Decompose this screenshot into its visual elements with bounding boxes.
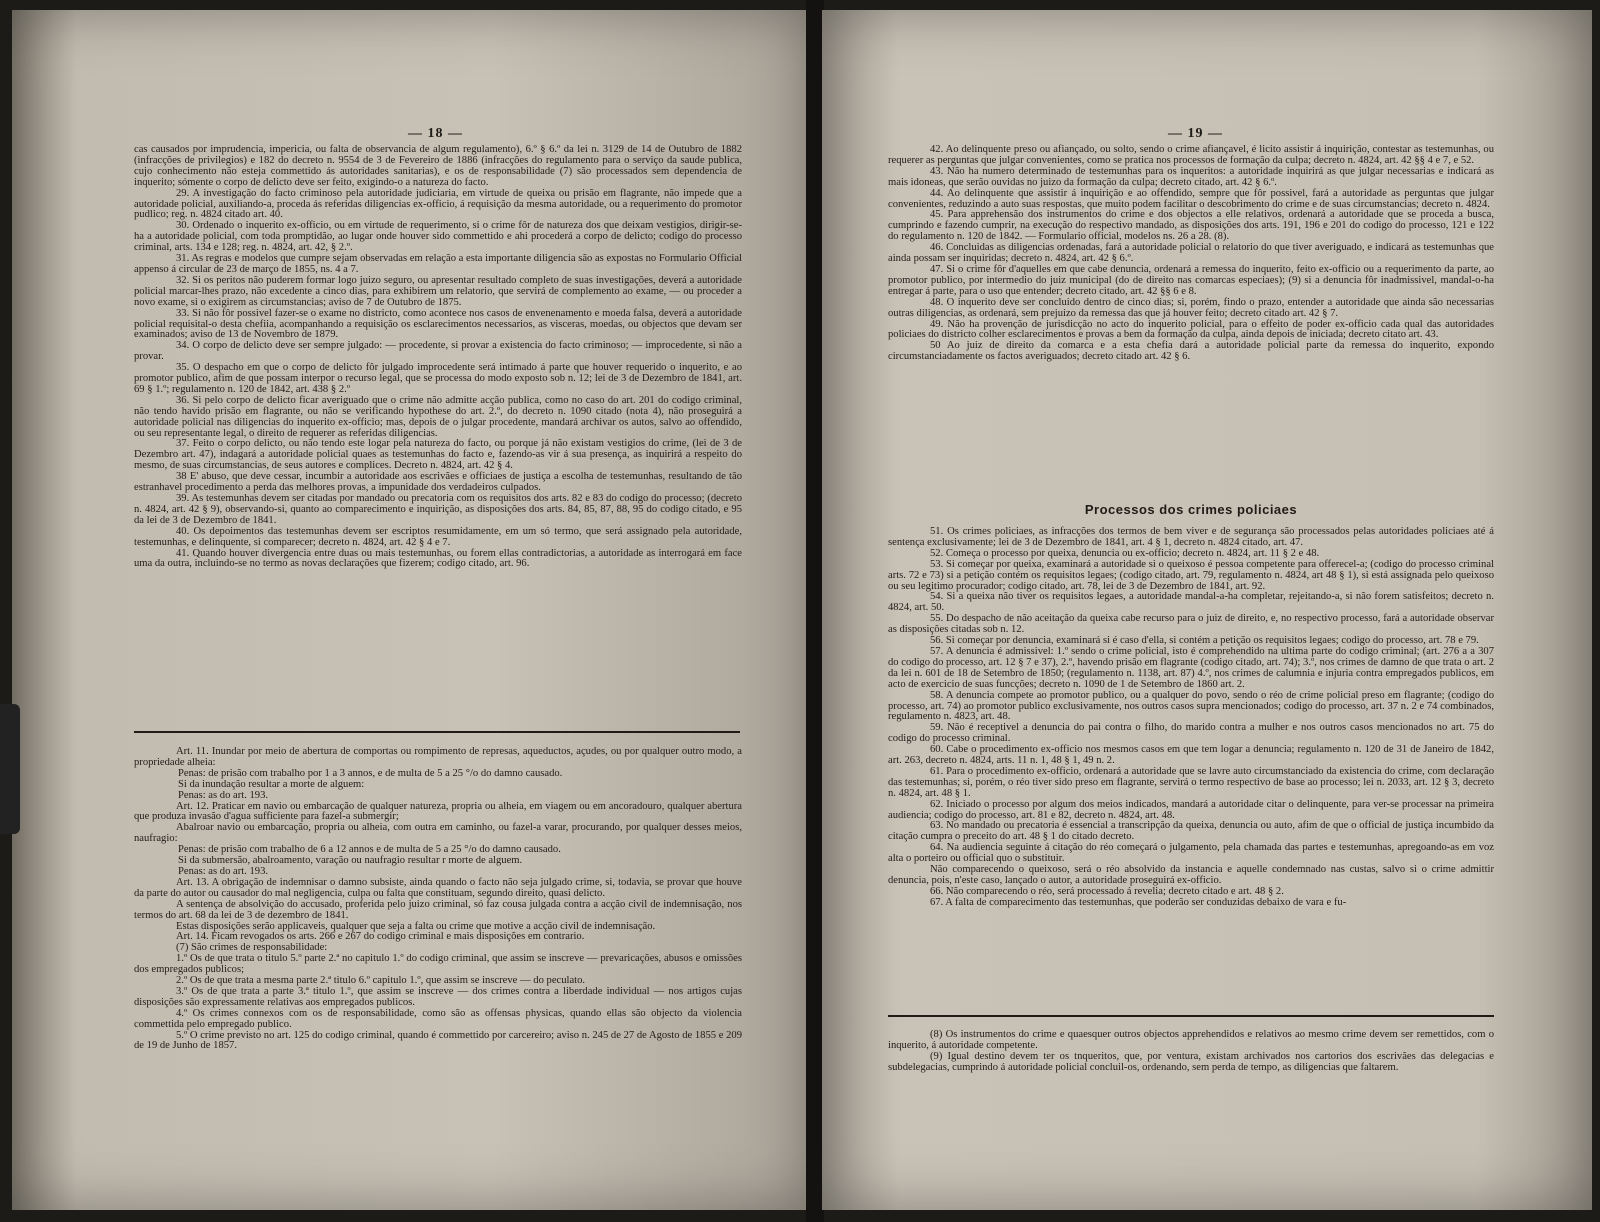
section-heading: Processos dos crimes policiaes bbox=[1084, 502, 1298, 517]
paragraph: 48. O inquerito deve ser concluido dentro de cinco dias; si, porém, findo o prazo, entender a autoridade que ainda são necessarias outras diligencias, as ordenará, sem prejuizo da remessa das que já houver feito; decreto citado art. 42 § 7. bbox=[888, 296, 1494, 319]
paragraph: 40. Os depoimentos das testemunhas devem ser escriptos resumidamente, em um só termo, que será assignado pela autoridade, testemunhas, e delinquente, si comparecer; decreto n. 4824, art. 42 § 4 e 7. bbox=[134, 525, 742, 548]
paragraph: 51. Os crimes policiaes, as infracções dos termos de bem viver e de segurança são processados pelas autoridades policiaes até á sentença exclusivamente; lei de 3 de Dezembro de 1841, art. 4 § 1, decreto n. 4824 citado, art. 47. bbox=[888, 526, 1494, 548]
paragraph: 50 Ao juiz de direito da comarca e a esta chefia dará a autoridade policial parte da remessa do inquerito, expondo circumstanciadamente os factos averiguados; decreto citado art. 42 § 6. bbox=[888, 340, 1494, 363]
paragraph: 35. O despacho em que o corpo de delicto fôr julgado improcedente será intimado á parte que houver requerido o inquerito, e ao promotor publico, afim de que possam interpor o recurso legal, que se processa do modo exposto sob n. 12; lei de 3 de Dezembro de 1841, art. 69 § 1.º; regulamento n. 120 de 1842, art. 438 § 2.º bbox=[134, 362, 742, 395]
footnote-line: Penas: de prisão com trabalho por 1 a 3 annos, e de multa de 5 a 25 °/o do damno causado. bbox=[178, 767, 563, 779]
footnote-line: (9) Igual destino devem ter os tnqueritos, que, por ventura, existam archivados nos cartorios dos escrivães das delegacias e subdelegacias, cumprindo á autoridade policial concluil-os, ordenando, sem perda de tempo, as diligencias que faltarem. bbox=[888, 1050, 1494, 1073]
footnote-line: (7) São crimes de responsabilidade: bbox=[176, 942, 328, 954]
paragraph: 42. Ao delinquente preso ou afiançado, ou solto, sendo o crime afiançavel, é licito assistir á inquirição, contestar as testemunhas, ou requerer as perguntas que julgar convenientes, como se pratica nos processos de formação da culpa; decreto n. 4824, art. 42 §§ 4 e 7, e 52. bbox=[888, 144, 1494, 166]
paragraph: 41. Quando houver divergencia entre duas ou mais testemunhas, ou forem ellas contradictorias, a autoridade as interrogará em face uma da outra, incluindo-se no termo as novas declarações que fizerem; codigo citado, art. 96. bbox=[134, 547, 742, 570]
footnote-line: 3.º Os de que trata a parte 3.ª titulo 1.º, que assim se inscreve — dos crimes contra a liberdade individual — nos artigos cujas disposições são expressamente relativas aos empregados publicos. bbox=[134, 985, 742, 1008]
paragraph: 61. Para o procedimento ex-officio, ordenará a autoridade que se lavre auto circumstanciado da existencia do crime, com declaração das testemunhas; si, porém, o réo tiver sido preso em flagrante, servirá o termo respectivo de base ao processo; lei n. 2033, art. 12 § 3, decreto n. 4824, art. 48 § 1. bbox=[888, 765, 1494, 799]
paragraph: 64. Na audiencia seguinte á citação do réo começará o julgamento, pela chamada das partes e testemunhas, apregoando-as em voz alta o porteiro ou official quo o substituir. bbox=[888, 842, 1494, 865]
paragraph: 67. A falta de comparecimento das testemunhas, que poderão ser conduzidas debaixo de vara e fu- bbox=[930, 896, 1347, 908]
footnote-line: (8) Os instrumentos do crime e quaesquer outros objectos apprehendidos e relativos ao mesmo crime devem ser remettidos, com o inquerito, á autoridade competente. bbox=[888, 1029, 1494, 1051]
paragraph: 37. Feito o corpo delicto, ou não tendo este logar pela natureza do facto, ou porque já não existam vestigios do crime, (lei de 3 de Dezembro art. 47), indagará a autoridade policial quaes as testemunhas do facto e, fazendo-as vir á sua presença, as inquirirá a respeito do mesmo, de suas circumstancias, de seus autores e complices. Decreto n. 4824, art. 42 § 4. bbox=[134, 438, 742, 472]
right-footnote-text bbox=[888, 1030, 1494, 1074]
paragraph: 45. Para apprehensão dos instrumentos do crime e dos objectos a elle relativos, ordenará a autoridade que se proceda a busca, cumprindo e fazendo cumprir, na execução do respectivo mandado, as disposições dos arts. 191, 196 e 201 do codigo do processo, 121 e 122 do regulamento n. 120 de 1842. — Formulario official, modelos ns. 26 a 28. (8). bbox=[888, 209, 1494, 243]
footnote-line: Art. 13. A obrigação de indemnisar o damno subsiste, ainda quando o facto não seja julgado crime, si, todavia, se provar que houve da parte do autor ou causador do mal negligencia, culpa ou falta que constituam, segundo direito, quasi delicto. bbox=[134, 876, 742, 899]
paragraph: 38 E' abuso, que deve cessar, incumbir a autoridade aos escrivães e officiaes de justiça a escolha de testemunhas, resultando de tão estranhavel procedimento a perda das melhores provas, a impunidade dos verdadeiros culpados. bbox=[134, 471, 742, 494]
page-number: — 18 — bbox=[408, 126, 463, 141]
page-number: — 19 — bbox=[1168, 126, 1223, 141]
footnote-line: A sentença de absolvição do accusado, proferida pelo juizo criminal, só faz cousa julgada contra a acção civil de indemnisação, nos termos do art. 68 da lei de 3 de dezembro de 1841. bbox=[134, 898, 742, 921]
paragraph: 59. Não é receptivel a denuncia do pai contra o filho, do marido contra a mulher e nos outros casos mencionados no art. 75 do codigo do processo criminal. bbox=[888, 722, 1494, 745]
paragraph: 34. O corpo de delicto deve ser sempre julgado: — procedente, si provar a existencia do facto criminoso; — improcedente, si não a provar. bbox=[134, 340, 742, 363]
paragraph: 63. No mandado ou precatoria é essencial a transcripção da queixa, denuncia ou auto, afim de que o official de justiça incumbido da citação cumpra o preceito do art. 48 § 1 do citado decreto. bbox=[888, 820, 1494, 843]
paragraph: 46. Concluidas as diligencias ordenadas, fará a autoridade policial o relatorio do que tiver averiguado, e indicará as testemunhas que ainda possam ser inquiridas; decreto n. 4824, art. 42 § 6.º. bbox=[888, 242, 1494, 265]
right-body-text bbox=[888, 145, 1494, 363]
footnote-line: Art. 14. Ficam revogados os arts. 266 e 267 do codigo criminal e mais disposições em contrario. bbox=[176, 931, 585, 943]
footnote-line: 5.º O crime previsto no art. 125 do codigo criminal, quando é commettido por carcereiro; aviso n. 245 de 27 de Agosto de 1855 e 209 de 19 de Junho de 1857. bbox=[134, 1029, 742, 1052]
footnote-line: 4.º Os crimes connexos com os de responsabilidade, como são as offensas physicas, quando ellas são objecto da violencia commettida pelo empregado publico. bbox=[134, 1007, 742, 1030]
paragraph: 39. As testemunhas devem ser citadas por mandado ou precatoria com os requisitos dos arts. 82 e 83 do codigo do processo; (decreto n. 4824, art. 42 § 9), observando-si, quanto ao comparecimento e inquirição, as disposições dos arts. 84, 85, 87, 88, 95 do codigo citado, e 95 da lei de 3 de Dezembro de 1841. bbox=[134, 493, 742, 526]
paragraph: 29. A investigação do facto criminoso pela autoridade judiciaria, em virtude de queixa ou prisão em flagrante, não impede que a autoridade policial, auxiliando-a, proceda ás referidas diligencias ex-officio, á requisição da mesma autoridade, ou a requerimento do promotor pudlico; reg. n. 4824 citado art. 40. bbox=[134, 187, 742, 221]
paragraph: 44. Ao delinquente que assistir á inquirição e ao offendido, sempre que fôr possivel, fará a autoridade as perguntas que julgar convenientes, reduzindo a auto suas respostas, que muito podem facilitar o descobrimento do crime e de suas circumstancias; decreto n. 4824. bbox=[888, 187, 1494, 210]
paragraph: 56. Si começar por denuncia, examinará si é caso d'ella, si contém a petição os requisitos legaes; codigo do processo, art. 78 e 79. bbox=[930, 635, 1479, 647]
footnote-line: 1.º Os de que trata o titulo 5.º parte 2.ª no capitulo 1.º do codigo criminal, que assim se inscreve — prevaricações, abusos e omissões dos empregados publicos; bbox=[134, 953, 742, 976]
paragraph: 66. Não comparecendo o réo, será processado á revelia; decreto citado e art. 48 § 2. bbox=[930, 885, 1284, 897]
paragraph: 53. Si começar por queixa, examinará a autoridade si o queixoso é pessoa competente para offerecel-a; (codigo do processo criminal arts. 72 e 73) si a petição contém os requisitos legaes; (codigo citado, art. 79, regulamento n. 4824, art 48 § 1), si está assignada pelo queixoso ou seu legitimo procurador; codigo citado, art. 78, lei de 3 de Dezembro de 1841, art. 92. bbox=[888, 558, 1494, 592]
footnote-line: Penas: as do art. 193. bbox=[178, 789, 269, 801]
binding-clip bbox=[0, 704, 20, 834]
right-section-text bbox=[888, 527, 1494, 909]
paragraph: 62. Iniciado o processo por algum dos meios indicados, mandará a autoridade citar o delinquente, para ver-se processar na primeira audiencia; codigo do processo, art. 81 e 82, decreto n. 4824, art. 48. bbox=[888, 798, 1494, 821]
paragraph: 52. Começa o processo por queixa, denuncia ou ex-officio; decreto n. 4824, art. 11 § 2 e 48. bbox=[930, 547, 1320, 559]
footnote-line: Art. 11. Inundar por meio de abertura de comportas ou rompimento de represas, aqueductos, açudes, ou por qualquer outro modo, a propriedade alheia: bbox=[134, 746, 742, 768]
paragraph: 57. A denuncia é admissivel: 1.º sendo o crime policial, isto é comprehendido na ultima parte do codigo criminal; (art. 276 a a 307 do codigo do processo, art. 12 § 7 e 37), 2.º, havendo prisão em flagrante (codigo citado, art. 74); 3.º, nos crimes de damno de que trata o art. 2 da lei n. 601 de 18 de Setembro de 1850; (regulamento n. 1138, art. 87) 4.º, nos crimes de calumnia e injuria contra empregados publicos, em acto de exercicio de suas funcções; decreto n. 1090 de 1 de Setembro de 1860 art. 2. bbox=[888, 645, 1494, 690]
paragraph: 60. Cabe o procedimento ex-officio nos mesmos casos em que tem logar a denuncia; regulamento n. 120 de 31 de Janeiro de 1842, art. 263, decreto n. 4824, arts. 11 n. 1, 48 § 1, 49 n. 2. bbox=[888, 744, 1494, 767]
left-page bbox=[12, 10, 814, 1210]
paragraph: 54. Si a queixa não tiver os requisitos legaes, a autoridade mandal-a-ha completar, rejeitando-a, si não forem satisfeitos; decreto n. 4824, art. 50. bbox=[888, 591, 1494, 614]
left-footnote-text bbox=[134, 747, 742, 1052]
paragraph: Não comparecendo o queixoso, será o réo absolvido da instancia e aquelle condemnado nas custas, salvo si o crime admittir denuncia, pois, n'este caso, lançado o autor, a autoridade proseguirá ex-officio. bbox=[888, 864, 1494, 886]
footnote-line: Abalroar navio ou embarcação, propria ou alheia, com outra em caminho, ou fazel-a varar, procurando, por qualquer desses meios, naufragio: bbox=[134, 822, 742, 845]
paragraph: 33. Si não fôr possivel fazer-se o exame no districto, como acontece nos casos de envenenamento e moeda falsa, deverá a autoridade policial requisital-o desta chefiia, acompanhando a requisição os esclarecimentos necessarios, as visceras, moedas, ou objectos que devam ser examinados; aviso de 13 de Novembro de 1879. bbox=[134, 307, 742, 341]
right-page bbox=[822, 10, 1592, 1210]
paragraph: 58. A denuncia compete ao promotor publico, ou a qualquer do povo, sendo o réo de crime policial preso em flagrante; (codigo do processo, art. 74) ao promotor publico exclusivamente, nos outros casos supra mencionados; codigo do processo, art. 37 n. 2 e 74 combinados, regulamento n. 4823, art. 48. bbox=[888, 689, 1494, 723]
footnote-line: Si da submersão, abalroamento, varação ou naufragio resultar r morte de alguem. bbox=[178, 855, 523, 867]
footnote-line: Estas disposições serão applicaveis, qualquer que seja a falta ou crime que motive a acção civil de indemnisação. bbox=[176, 920, 656, 932]
footnote-line: 2.º Os de que trata a mesma parte 2.ª titulo 6.º capitulo 1.º, que assim se inscreve — do peculato. bbox=[176, 975, 586, 987]
paragraph: 36. Si pelo corpo de delicto ficar averiguado que o crime não admitte acção publica, como no caso do art. 201 do codigo criminal, não tendo havido prisão em flagrante, ou não se verificando hypothese do art. 2.º, do decreto n. 1090 citado (nota 4), não proseguirá a autoridade policial nas diligencias do inquerito ex-officio; mas, depois de o julgar procedente, mandará archivar os autos, salvo ao offendido, ou seu representante legal, o direito de requerer as referidas diligencias. bbox=[134, 394, 742, 439]
paragraph: 31. As regras e modelos que cumpre sejam observadas em relação a esta importante diligencia são as expostas no Formulario Official appenso á circular de 23 de março de 1855, ns. 4 a 7. bbox=[134, 253, 742, 275]
footnote-line: Penas: as do art. 193. bbox=[178, 865, 269, 877]
paragraph: 32. Si os peritos não puderem formar logo juizo seguro, ou apresentar resultado completo de suas investigações, deverá a autoridade policial marcar-lhes prazo, não excedente a cinco dias, para exhibirem um relatorio, que servirá de complemento ao exame, — ou proceder a novo exame, si o exigirem as circumstancias; aviso de 7 de Outubro de 1875. bbox=[134, 274, 742, 308]
left-body-text bbox=[134, 145, 742, 570]
paragraph: 55. Do despacho de não aceitação da queixa cabe recurso para o juiz de direito, e, no respectivo processo, fará a autoridade observar as disposições citadas sob n. 12. bbox=[888, 613, 1494, 636]
footnote-line: Art. 12. Praticar em navio ou embarcação de qualquer natureza, propria ou alheia, em viagem ou em ancoradouro, qualquer abertura que produza invasão d'agua sufficiente para fazel-a submergir; bbox=[134, 800, 742, 823]
paragraph: cas causados por imprudencia, impericia, ou falta de observancia de algum regulamento), 6.º § 6.º da lei n. 3129 de 14 de Outubro de 1882 (infracções de privilegios) e 182 do decreto n. 9554 de 3 de Fevereiro de 1886 (infracções do regulamento para o serviço da saude publica, cujo conhecimento não esteja commettido ás autoridades sanitarias), e os de responsabilidade (7) são processados sem dependencia de inquerito; sómente o corpo de delicto deve ser feito, exigindo-o a natureza do facto. bbox=[134, 144, 742, 188]
footnote-divider bbox=[888, 1015, 1494, 1017]
paragraph: 49. Não ha provenção de jurisdicção no acto do inquerito policial, para o effeito de poder ex-officio cada qual das autoridades policiaes do districto colher esclarecimentos e provas a bem da formação da culpa, ainda depois de iniciada; decreto citato art. 43. bbox=[888, 318, 1494, 341]
paragraph: 43. Não ha numero determinado de testemunhas para os inqueritos: a autoridade inquirirá as que julgar necessarias e indicará as mais idoneas, que serão ouvidas no juizo da formação da culpa; decreto citado, art. 42 § 6.º. bbox=[888, 165, 1494, 188]
footnote-divider bbox=[134, 731, 740, 733]
paragraph: 30. Ordenado o inquerito ex-officio, ou em virtude de requerimento, si o crime fôr de natureza dos que deixam vestigios, dirigir-se-ha a autoridade policial, com toda promptidão, ao lugar onde houver sido commettido e ahi procederá a corpo de delicto; codigo do processo criminal, arts. 134 e 128; reg. n. 4824, art. 42, § 2.º. bbox=[134, 220, 742, 254]
footnote-line: Si da inundação resultar a morte de alguem: bbox=[178, 778, 365, 790]
paragraph: 47. Si o crime fôr d'aquelles em que cabe denuncia, ordenará a remessa do inquerito, feito ex-officio ou a requerimento da parte, ao promotor publico, por intermedio do juiz municipal (do de direito nas comarcas especiaes); (9) si a denuncia fôr inadmissivel, mandal-o-ha entregar á parte, para o uso que entender; decreto citado, art. 42 §§ 6 e 8. bbox=[888, 263, 1494, 297]
footnote-line: Penas: de prisão com trabalho de 6 a 12 annos e de multa de 5 a 25 °/o do damno causado. bbox=[178, 844, 561, 856]
